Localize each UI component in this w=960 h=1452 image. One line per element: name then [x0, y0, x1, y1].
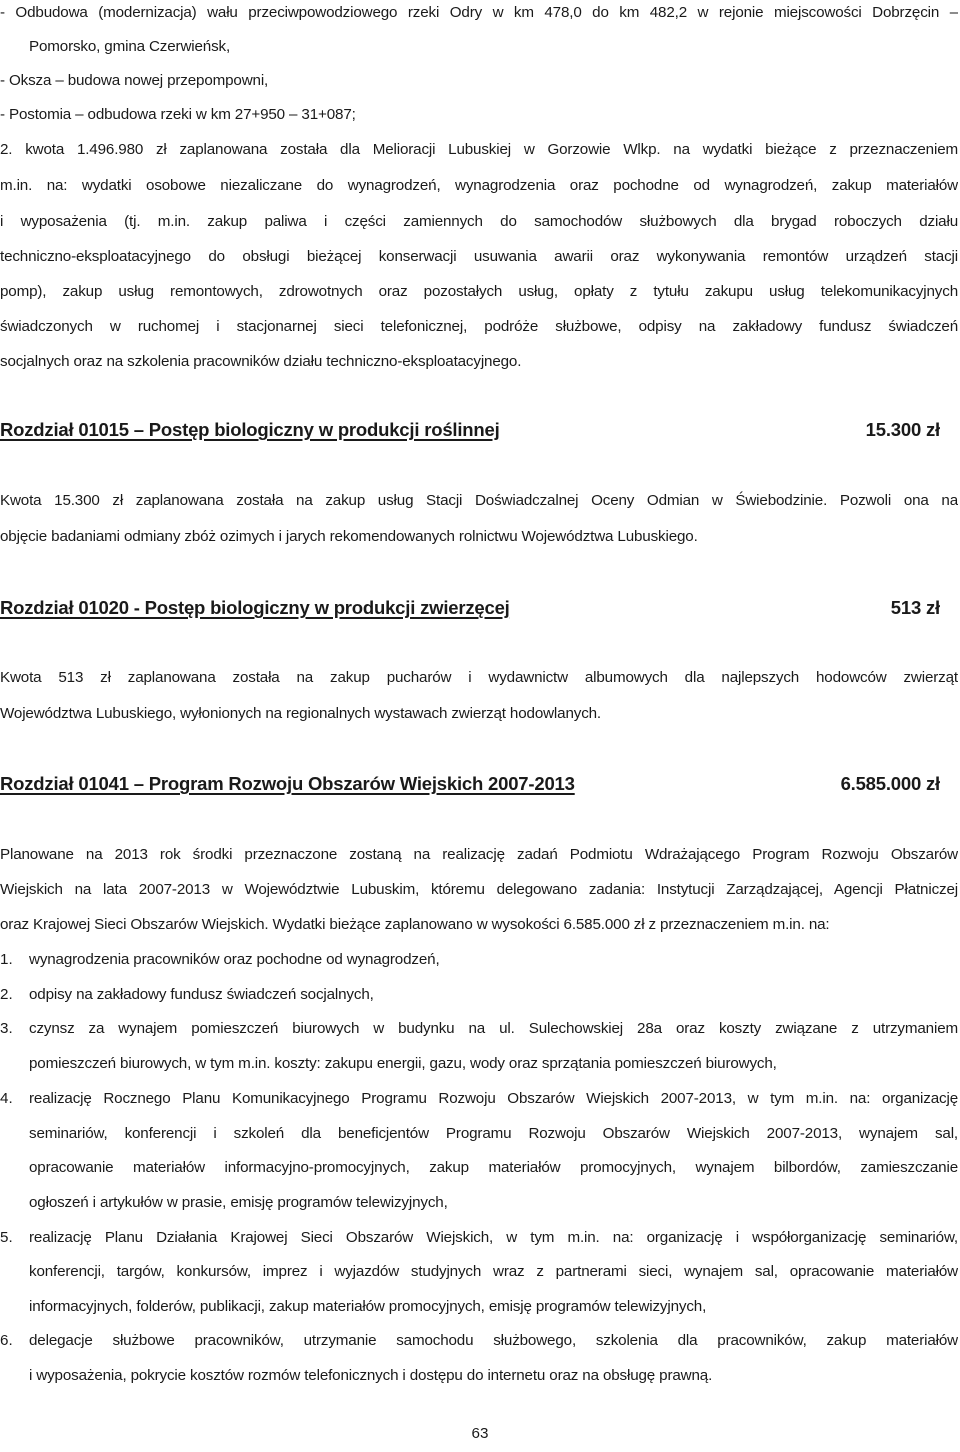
page-number: 63 — [471, 1425, 489, 1442]
section-title: Rozdział 01041 – Program Rozwoju Obszarów Wiejskich 2007-2013 — [0, 773, 575, 794]
paragraph-line: techniczno-eksploatacyjnego do obsługi bieżącej konserwacji usuwania awarii oraz wykonywania remontów urządzeń stacji — [0, 248, 958, 265]
list-item: czynsz za wynajem pomieszczeń biurowych w budynku na ul. Sulechowskiej 28a oraz koszty związane z utrzymaniem — [29, 1020, 958, 1037]
paragraph-line: m.in. na: wydatki osobowe niezaliczane do wynagrodzeń, wynagrodzenia oraz pochodne od wynagrodzeń, zakup materiałów — [0, 177, 958, 194]
list-number: 3. — [0, 1020, 13, 1037]
list-number: 5. — [0, 1229, 13, 1246]
list-item-continuation: ogłoszeń i artykułów w prasie, emisję programów telewizyjnych, — [29, 1194, 448, 1211]
paragraph-line: Województwa Lubuskiego, wyłonionych na regionalnych wystawach zwierząt hodowlanych. — [0, 705, 602, 722]
list-number: 4. — [0, 1090, 13, 1107]
paragraph-line: pomp), zakup usług remontowych, zdrowotnych oraz pozostałych usług, opłaty z tytułu zakupu usług telekomunikacyjnych — [0, 283, 958, 300]
section-heading — [0, 772, 940, 796]
list-item: delegacje służbowe pracowników, utrzymanie samochodu służbowego, szkolenia dla pracowników, zakup materiałów — [29, 1332, 958, 1349]
list-item: - Postomia – odbudowa rzeki w km 27+950 – 31+087; — [0, 106, 356, 123]
paragraph-line: i wyposażenia (tj. m.in. zakup paliwa i części zamiennych do samochodów służbowych dla brygad roboczych działu — [0, 213, 958, 230]
list-item-continuation: Pomorsko, gmina Czerwieńsk, — [29, 38, 231, 55]
list-item: - Oksza – budowa nowej przepompowni, — [0, 72, 269, 89]
list-item: wynagrodzenia pracowników oraz pochodne od wynagrodzeń, — [29, 951, 440, 968]
list-item-continuation: opracowanie materiałów informacyjno-promocyjnych, zakup materiałów promocyjnych, wynajem bilbordów, zamieszczanie — [29, 1159, 958, 1176]
paragraph-line: świadczonych w ruchomej i stacjonarnej sieci telefonicznej, podróże służbowe, odpisy na zakładowy fundusz świadczeń — [0, 318, 958, 335]
section-heading — [0, 418, 940, 442]
list-item-continuation: konferencji, targów, konkursów, imprez i wyjazdów studyjnych wraz z partnerami sieci, wynajem sal, opracowanie materiałów — [29, 1263, 958, 1280]
section-amount: 6.585.000 zł — [840, 773, 940, 794]
list-number: 6. — [0, 1332, 13, 1349]
section-title: Rozdział 01020 - Postęp biologiczny w produkcji zwierzęcej — [0, 597, 510, 618]
paragraph-line: Kwota 15.300 zł zaplanowana została na zakup usług Stacji Doświadczalnej Oceny Odmian w Świebodzinie. Pozwoli ona na — [0, 492, 958, 509]
list-item-continuation: informacyjnych, folderów, publikacji, zakup materiałów promocyjnych, emisję programów telewizyjnych, — [29, 1298, 707, 1315]
section-heading — [0, 596, 940, 620]
paragraph-line: Wiejskich na lata 2007-2013 w Województwie Lubuskim, któremu delegowano zadania: Instytucji Zarządzającej, Agencji Płatniczej — [0, 881, 958, 898]
list-item-continuation: i wyposażenia, pokrycie kosztów rozmów telefonicznych i dostępu do internetu oraz na obsługę prawną. — [29, 1367, 713, 1384]
list-number: 2. — [0, 986, 13, 1003]
paragraph-line: socjalnych oraz na szkolenia pracowników działu techniczno-eksploatacyjnego. — [0, 353, 522, 370]
section-amount: 513 zł — [890, 597, 940, 618]
paragraph-line: oraz Krajowej Sieci Obszarów Wiejskich. Wydatki bieżące zaplanowano w wysokości 6.585.000 zł z przeznaczeniem m.in. na: — [0, 916, 830, 933]
list-item-continuation: pomieszczeń biurowych, w tym m.in. koszty: zakupu energii, gazu, wody oraz sprzątania pomieszczeń biurowych, — [29, 1055, 777, 1072]
list-item: realizację Rocznego Planu Komunikacyjnego Programu Rozwoju Obszarów Wiejskich 2007-2013, w tym m.in. na: organizację — [29, 1090, 958, 1107]
paragraph-line: Kwota 513 zł zaplanowana została na zakup pucharów i wydawnictw albumowych dla najlepszych hodowców zwierząt — [0, 669, 958, 686]
section-amount: 15.300 zł — [865, 419, 940, 440]
list-item: odpisy na zakładowy fundusz świadczeń socjalnych, — [29, 986, 374, 1003]
paragraph-line: 2. kwota 1.496.980 zł zaplanowana została dla Melioracji Lubuskiej w Gorzowie Wlkp. na wydatki bieżące z przeznaczeniem — [0, 141, 958, 158]
list-number: 1. — [0, 951, 13, 968]
list-item-continuation: seminariów, konferencji i szkoleń dla beneficjentów Programu Rozwoju Obszarów Wiejskich 2007-2013, wynajem sal, — [29, 1125, 958, 1142]
list-item: - Odbudowa (modernizacja) wału przeciwpowodziowego rzeki Odry w km 478,0 do km 482,2 w rejonie miejscowości Dobrzęcin – — [0, 4, 958, 21]
list-item: realizację Planu Działania Krajowej Sieci Obszarów Wiejskich, w tym m.in. na: organizację i współorganizację seminariów, — [29, 1229, 958, 1246]
paragraph-line: Planowane na 2013 rok środki przeznaczone zostaną na realizację zadań Podmiotu Wdrażającego Program Rozwoju Obszarów — [0, 846, 958, 863]
section-title: Rozdział 01015 – Postęp biologiczny w produkcji roślinnej — [0, 419, 500, 440]
paragraph-line: objęcie badaniami odmiany zbóż ozimych i jarych rekomendowanych rolnictwu Województwa Lubuskiego. — [0, 528, 698, 545]
